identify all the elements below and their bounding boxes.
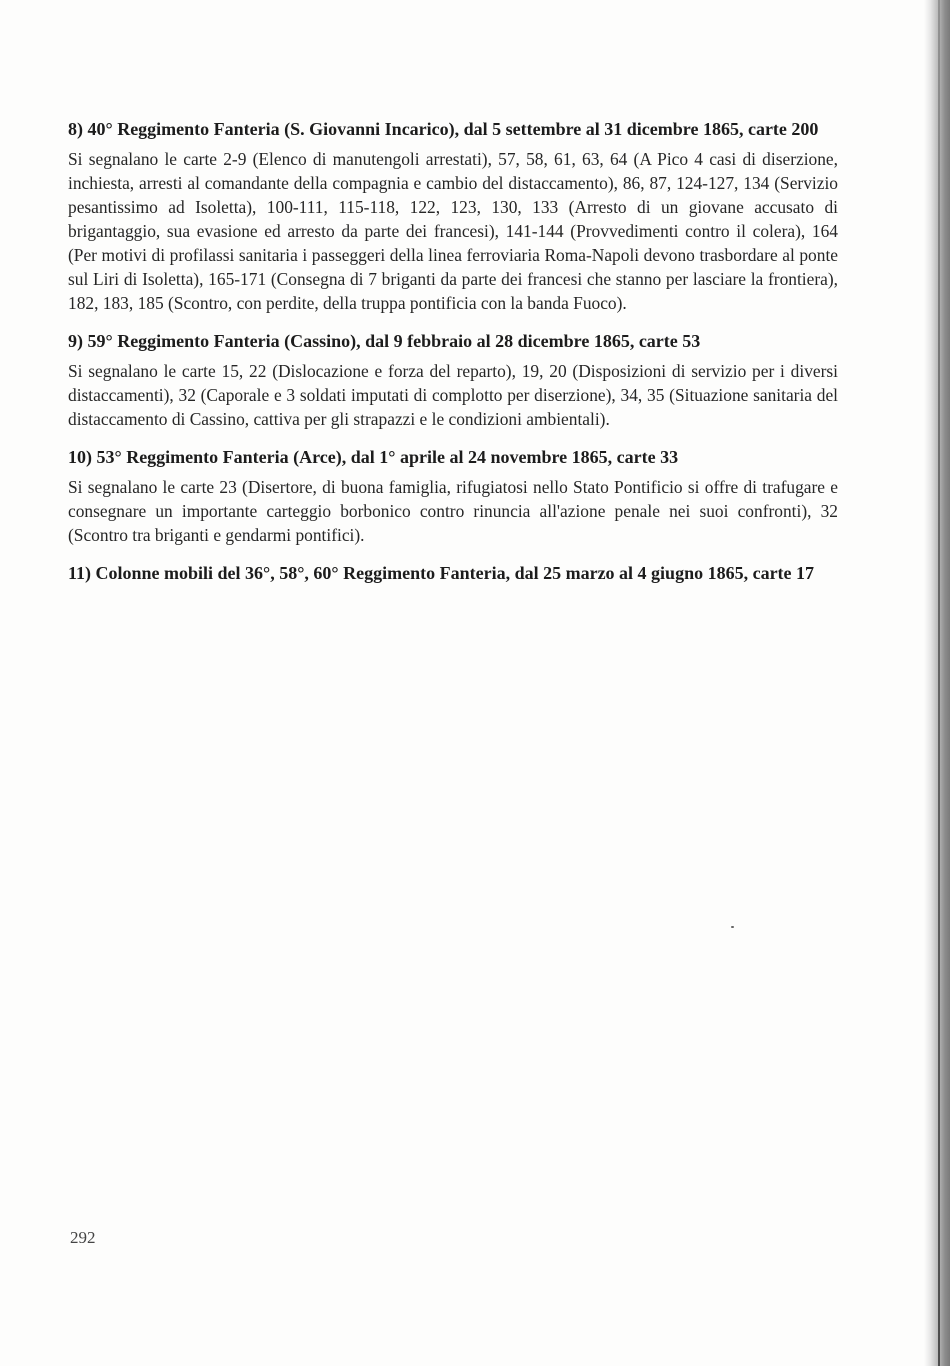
entry-body: Si segnalano le carte 23 (Disertore, di buona famiglia, rifugiatosi nello Stato Pontificio si offre di trafugare e consegnare un importante carteggio borbonico contro rinuncia all'azione penale nei suoi confronti), 32 (Scontro tra briganti e gendarmi pontifici). <box>68 477 838 545</box>
entry-body: Si segnalano le carte 15, 22 (Dislocazione e forza del reparto), 19, 20 (Disposizioni di servizio per i diversi distaccamenti), 32 (Caporale e 3 soldati imputati di complotto per diserzione), 34, 35 (Situazione sanitaria del distaccamento di Cassino, cattiva per gli strapazzi e le condizioni ambientali). <box>68 361 838 429</box>
entry-body: Si segnalano le carte 2-9 (Elenco di manutengoli arrestati), 57, 58, 61, 63, 64 (A Pico 4 casi di diserzione, inchiesta, arresti al comandante della compagnia e cambio del distaccamento), 86, 87, 124-127, 134 (Servizio pesantissimo ad Isoletta), 100-111, 115-118, 122, 123, 130, 133 (Arresto di un giovane accusato di brigantaggio, sua evasione ed arresto da parte dei francesi), 141-144 (Provvedimenti contro il colera), 164 (Per motivi di profilassi sanitaria i passeggeri della linea ferroviaria Roma-Napoli devono trasbordare al ponte sul Liri di Isoletta), 165-171 (Consegna di 7 briganti da parte dei francesi che stanno per lasciare la frontiera), 182, 183, 185 (Scontro, con perdite, della truppa pontificia con la banda Fuoco). <box>68 149 838 313</box>
entry-8 <box>68 117 838 315</box>
scan-speck <box>731 926 734 928</box>
entry-11 <box>68 561 838 585</box>
entry-10 <box>68 445 838 547</box>
entry-heading: 11) Colonne mobili del 36°, 58°, 60° Reggimento Fanteria, dal 25 marzo al 4 giugno 1865, carte 17 <box>68 563 815 583</box>
page-edge-line <box>938 0 940 1366</box>
binding-shadow <box>924 0 950 1366</box>
entry-heading: 9) 59° Reggimento Fanteria (Cassino), dal 9 febbraio al 28 dicembre 1865, carte 53 <box>68 331 701 351</box>
entry-heading: 8) 40° Reggimento Fanteria (S. Giovanni Incarico), dal 5 settembre al 31 dicembre 1865, carte 200 <box>68 119 819 139</box>
entry-9 <box>68 329 838 431</box>
entry-heading: 10) 53° Reggimento Fanteria (Arce), dal 1° aprile al 24 novembre 1865, carte 33 <box>68 447 679 467</box>
page-number: 292 <box>70 1228 96 1247</box>
page-content <box>68 117 838 599</box>
